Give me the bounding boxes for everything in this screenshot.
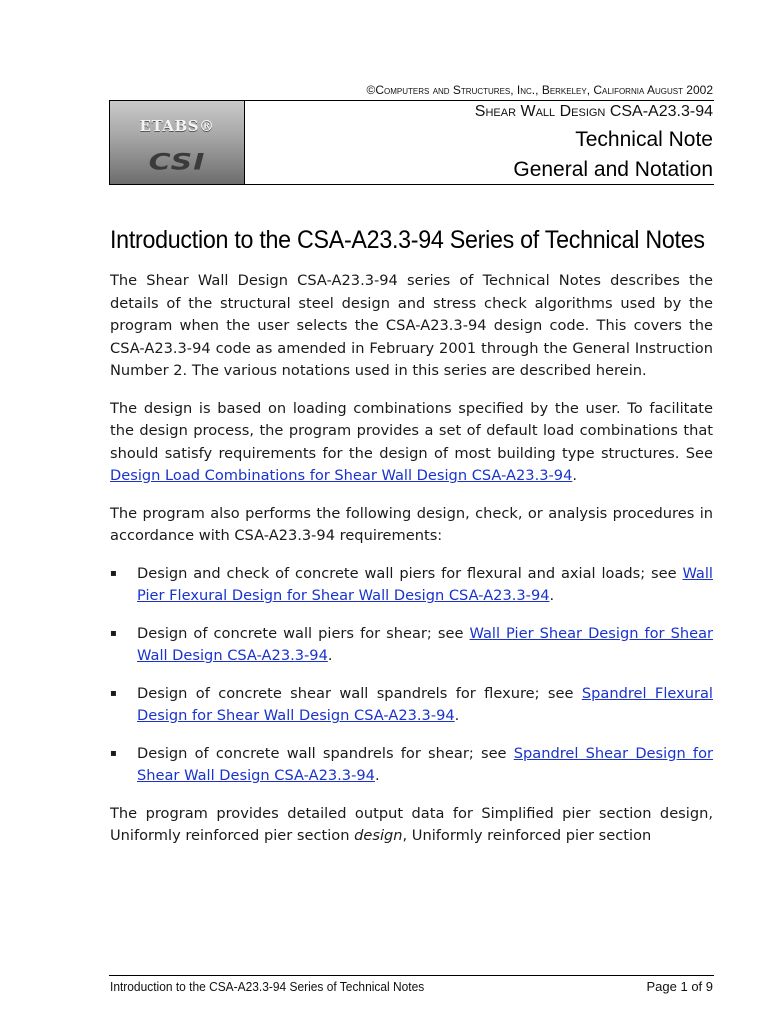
list-item-end: . [374,767,380,784]
list-item-text: Design and check of concrete wall piers for flexural and axial loads; see [137,564,683,582]
paragraph-text-continued: , Uniformly reinforced pier section [402,827,652,844]
paragraph-intro: The Shear Wall Design CSA-A23.3-94 series of Technical Notes describes the details of the structural steel design and stress check algorithms used by the program when the user selects the CSA-A23.3-94 design code. This covers the CSA-A23.3-94 code as amended in February 2001 through the General Instruction Number 2. The various notations used in this series are described herein. [110,272,713,379]
paragraph-procedures: The program also performs the following design, check, or analysis procedures in accordance with CSA-A23.3-94 requirements: [110,504,713,544]
link-wall-pier-flexural-design[interactable]: Wall Pier Flexural Design for Shear Wall Design CSA-A23.3-94 [137,564,713,604]
footer-title: Introduction to the CSA-A23.3-94 Series of Technical Notes [110,979,425,994]
technical-note-title: Technical Note [575,128,713,151]
list-item-text: Design of concrete shear wall spandrels for flexure; see [137,684,582,702]
list-item [110,683,713,728]
series-title: Shear Wall Design CSA-A23.3-94 [474,103,713,120]
list-item-text: Design of concrete wall piers for shear; see [137,624,470,642]
list-item-end: . [327,647,333,664]
page-number: Page 1 of 9 [646,979,713,994]
list-item-end: . [454,707,460,724]
logo-csi-text: CSI [148,149,206,176]
bullet-icon: ▪ [110,687,117,699]
header-bottom-rule [109,184,714,185]
link-design-load-combinations[interactable]: Design Load Combinations for Shear Wall Design CSA-A23.3-94 [110,467,573,484]
paragraph-end: . [572,467,577,484]
link-spandrel-shear-design[interactable]: Spandrel Shear Design for Shear Wall Design CSA-A23.3-94 [137,744,713,784]
document-subtitle: General and Notation [513,158,713,181]
copyright-line: ©Computers and Structures, Inc., Berkeley, California August 2002 [366,83,713,97]
link-wall-pier-shear-design[interactable]: Wall Pier Shear Design for Shear Wall Design CSA-A23.3-94 [137,624,714,664]
logo-etabs-text: ETABS® [139,117,215,135]
list-item [110,623,713,668]
list-item [110,743,713,788]
list-item-end: . [549,587,555,604]
paragraph-text: The program provides detailed output data for Simplified pier section design, Uniformly reinforced pier section [110,804,713,844]
paragraph-output [110,803,713,848]
bullet-icon: ▪ [110,747,117,759]
footer-rule [109,975,714,976]
bullet-icon: ▪ [110,627,117,639]
main-content [110,225,713,863]
etabs-csi-logo [109,100,245,185]
list-item-text: Design of concrete wall spandrels for shear; see [137,744,514,762]
list-item [110,563,713,608]
procedure-list [110,563,713,788]
paragraph-load-combinations [110,398,713,488]
document-header [250,102,713,185]
bullet-icon: ▪ [110,567,117,579]
paragraph-italic: design [354,827,403,844]
section-heading: Introduction to the CSA-A23.3-94 Series of Technical Notes [110,226,705,254]
paragraph-text: The design is based on loading combinations specified by the user. To facilitate the design process, the program provides a set of default load combinations that should satisfy requirements for the design of most building type structures. See [110,399,713,462]
link-spandrel-flexural-design[interactable]: Spandrel Flexural Design for Shear Wall Design CSA-A23.3-94 [137,684,713,724]
